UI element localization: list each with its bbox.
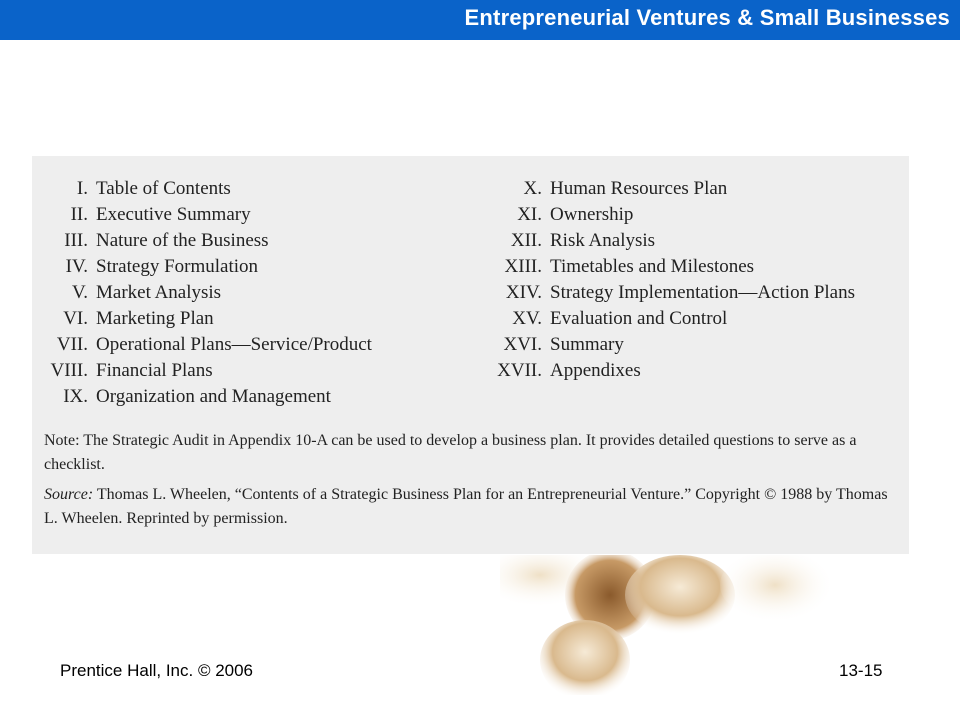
header-bar	[0, 0, 960, 40]
contents-item-number: V.	[71, 282, 88, 303]
contents-item	[487, 228, 855, 254]
contents-item-number: VIII.	[50, 360, 88, 381]
contents-item-number: VII.	[56, 334, 88, 355]
contents-item-label: Table of Contents	[96, 178, 231, 199]
contents-item-label: Appendixes	[550, 360, 641, 381]
contents-item	[487, 280, 855, 306]
contents-item-number: IV.	[65, 256, 88, 277]
source-lead: Source:	[44, 486, 94, 503]
contents-item	[32, 358, 372, 384]
contents-item-number: XVI.	[503, 334, 542, 355]
contents-item-label: Operational Plans—Service/Product	[96, 334, 372, 355]
contents-item-number: XIII.	[504, 256, 542, 277]
contents-column-right	[487, 176, 855, 384]
contents-item-label: Nature of the Business	[96, 230, 269, 251]
contents-item-number: XII.	[510, 230, 542, 251]
contents-item-number: XI.	[517, 204, 542, 225]
contents-item-number: XV.	[512, 308, 542, 329]
contents-item-number: I.	[76, 178, 88, 199]
contents-item-label: Organization and Management	[96, 386, 331, 407]
contents-item-number: II.	[70, 204, 88, 225]
contents-item	[32, 384, 372, 410]
contents-item	[487, 358, 855, 384]
contents-item	[487, 254, 855, 280]
contents-item-label: Strategy Formulation	[96, 256, 259, 277]
slide-title: Entrepreneurial Ventures & Small Businesses	[464, 5, 950, 30]
contents-item	[32, 332, 372, 358]
slide-number: 13-15	[839, 661, 883, 680]
contents-item	[487, 306, 855, 332]
business-plan-contents-panel	[32, 156, 909, 554]
contents-item-label: Summary	[550, 334, 624, 355]
contents-item	[32, 228, 372, 254]
source-citation	[44, 483, 904, 531]
contents-item-number: IX.	[63, 386, 88, 407]
contents-item-label: Market Analysis	[96, 282, 222, 303]
contents-item-number: VI.	[63, 308, 88, 329]
contents-item-label: Risk Analysis	[550, 230, 656, 251]
contents-item-number: XIV.	[505, 282, 542, 303]
contents-item	[487, 176, 855, 202]
chess-pieces-decoration	[500, 555, 860, 695]
contents-item-number: X.	[523, 178, 542, 199]
contents-item-label: Marketing Plan	[96, 308, 214, 329]
contents-item-label: Executive Summary	[96, 204, 251, 225]
contents-item	[32, 306, 372, 332]
contents-item	[487, 332, 855, 358]
contents-item-label: Timetables and Milestones	[550, 256, 755, 277]
contents-item	[32, 254, 372, 280]
contents-item	[487, 202, 855, 228]
note-text: Note: The Strategic Audit in Appendix 10-A can be used to develop a business plan. It provides detailed questions to serve as a checklist.	[44, 432, 857, 473]
contents-item-number: XVII.	[497, 360, 542, 381]
contents-column-left	[32, 176, 372, 410]
contents-item-label: Human Resources Plan	[550, 178, 728, 199]
contents-item-label: Financial Plans	[96, 360, 213, 381]
contents-item-label: Evaluation and Control	[550, 308, 728, 329]
publisher-credit: Prentice Hall, Inc. © 2006	[60, 661, 254, 680]
contents-item	[32, 202, 372, 228]
contents-item-label: Strategy Implementation—Action Plans	[550, 282, 856, 303]
source-text: Thomas L. Wheelen, “Contents of a Strategic Business Plan for an Entrepreneurial Venture.” Copyright © 1988 by Thomas L. Wheelen. Reprinted by permission.	[44, 486, 888, 527]
contents-item-label: Ownership	[550, 204, 634, 225]
contents-item	[32, 176, 372, 202]
contents-item-number: III.	[64, 230, 88, 251]
contents-item	[32, 280, 372, 306]
